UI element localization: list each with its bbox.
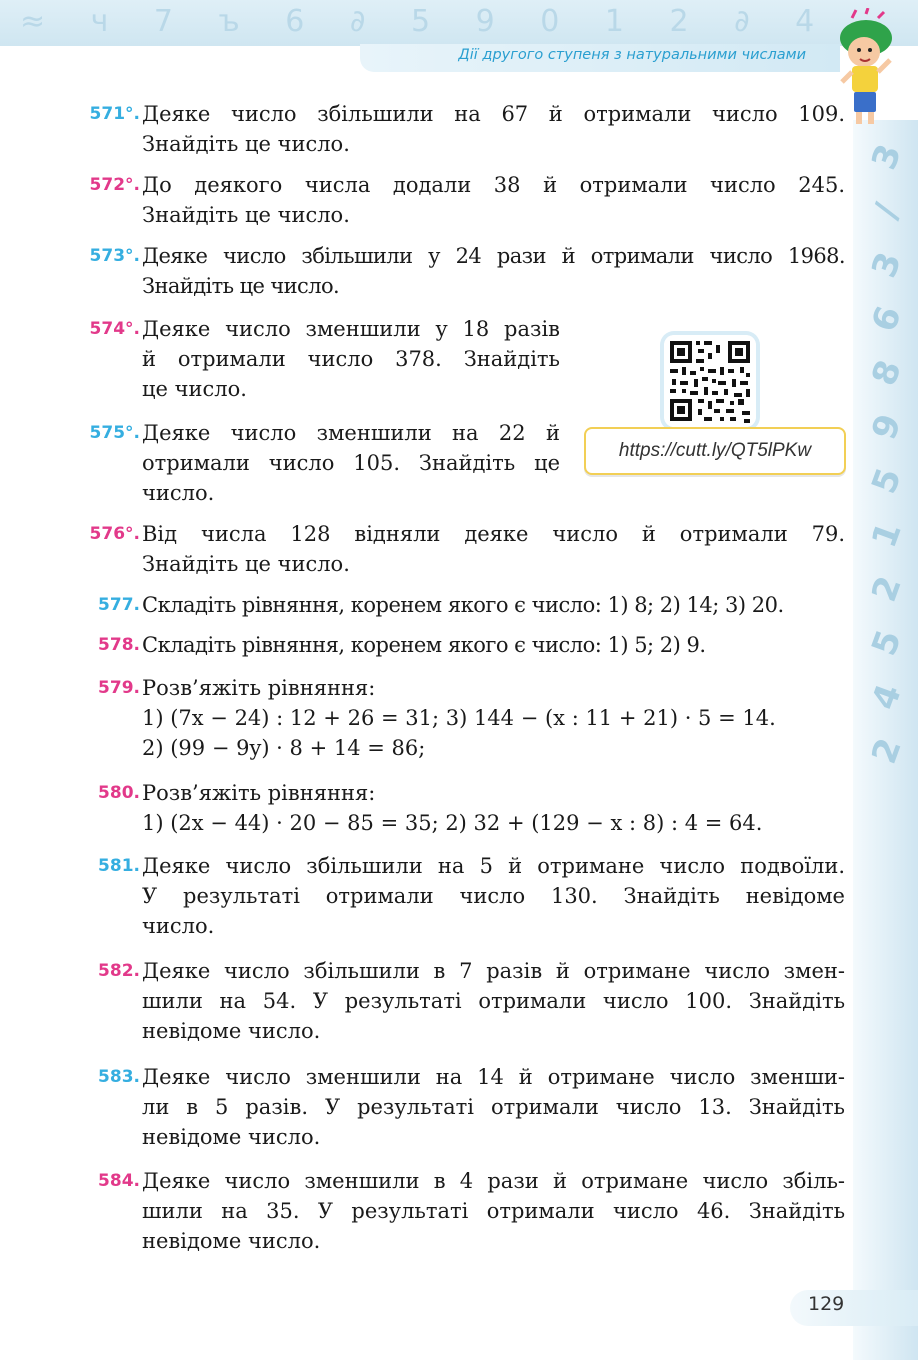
exercise-text-line: Розв’яжіть рівняння: — [142, 781, 376, 805]
exercise-text-line: невідоме число. — [142, 1229, 321, 1253]
exercise-number: 577. — [98, 595, 140, 615]
equation-line: 1) (2x − 44) · 20 − 85 = 35; 2) 32 + (129 − x : 8) : 4 = 64. — [142, 811, 763, 835]
exercise-text-line: Деяке число зменшили у 18 разів — [142, 317, 560, 341]
side-decoration-glyphs — [862, 130, 912, 778]
exercise-text-line: невідоме число. — [142, 1019, 321, 1043]
exercise-text-line: Деяке число зменшили на 14 й отримане число зменши- — [142, 1065, 845, 1089]
qr-link-url[interactable]: https://cutt.ly/QT5lPKw — [618, 440, 812, 461]
exercise-text-line: Деяке число збільшили в 7 разів й отримане число змен- — [142, 959, 845, 983]
exercise-text-line: У результаті отримали число 130. Знайдіть невідоме — [142, 884, 845, 908]
exercise-text-line: До деякого числа додали 38 й отримали число 245. — [142, 173, 845, 197]
exercise-number: 582. — [98, 961, 140, 981]
side-glyph: 8 — [864, 355, 910, 391]
exercise-number: 579. — [98, 678, 140, 698]
qr-code-icon — [664, 335, 756, 427]
exercise-number: 574°. — [89, 319, 140, 339]
exercise-number: 576°. — [89, 524, 140, 544]
exercise-number: 580. — [98, 783, 140, 803]
exercise-text-line: це число. — [142, 377, 247, 401]
exercise-text-line: Деяке число збільшили у 24 рази й отримали число 1968. — [142, 244, 845, 268]
side-glyph: 6 — [864, 301, 910, 337]
header-decoration: ≈ ч 7 ъ 6 ∂ 5 9 0 1 2 ∂ 4 — [20, 4, 833, 39]
exercise-number: 575°. — [89, 423, 140, 443]
side-glyph: 5 — [864, 463, 910, 499]
exercise-number: 572°. — [89, 175, 140, 195]
exercise-text-line: отримали число 105. Знайдіть це — [142, 451, 560, 475]
exercise-text-line: й отримали число 378. Знайдіть — [142, 347, 560, 371]
exercise-text-line: Деяке число зменшили в 4 рази й отримане число збіль- — [142, 1169, 845, 1193]
side-glyph: 4 — [864, 679, 910, 715]
exercise-text-line: Знайдіть це число. — [142, 203, 350, 227]
exercise-number: 584. — [98, 1171, 140, 1191]
exercise-text-line: Складіть рівняння, коренем якого є число: 1) 8; 2) 14; 3) 20. — [142, 593, 784, 617]
side-glyph: 9 — [864, 409, 910, 445]
exercise-text-line: ли в 5 разів. У результаті отримали число 13. Знайдіть — [142, 1095, 845, 1119]
exercise-text-line: невідоме число. — [142, 1125, 321, 1149]
exercise-text-line: шили на 35. У результаті отримали число 46. Знайдіть — [142, 1199, 845, 1223]
header-band — [0, 0, 918, 46]
equation-line: 2) (99 − 9y) · 8 + 14 = 86; — [142, 736, 426, 760]
side-glyph: 3 — [864, 247, 910, 283]
side-glyph: 3 — [864, 139, 910, 175]
exercise-text-line: Складіть рівняння, коренем якого є число: 1) 5; 2) 9. — [142, 633, 706, 657]
side-glyph: 5 — [864, 625, 910, 661]
exercise-text-line: Від числа 128 відняли деяке число й отримали 79. — [142, 522, 845, 546]
exercise-number: 578. — [98, 635, 140, 655]
exercise-text-line: Знайдіть це число. — [142, 552, 350, 576]
exercise-number: 581. — [98, 856, 140, 876]
exercise-text-line: Знайдіть це число. — [142, 132, 350, 156]
exercise-text-line: число. — [142, 914, 215, 938]
exercise-text-line: Деяке число збільшили на 5 й отримане число подвоїли. — [142, 854, 845, 878]
exercise-text-line: Деяке число збільшили на 67 й отримали число 109. — [142, 102, 845, 126]
side-glyph: 1 — [864, 517, 910, 553]
page-number: 129 — [808, 1293, 845, 1315]
exercise-text-line: число. — [142, 481, 215, 505]
exercise-text-line: Деяке число зменшили на 22 й — [142, 421, 560, 445]
side-glyph: 2 — [864, 571, 910, 607]
exercise-text-line: шили на 54. У результаті отримали число 100. Знайдіть — [142, 989, 845, 1013]
exercise-number: 571°. — [89, 104, 140, 124]
exercise-text-line: Розв’яжіть рівняння: — [142, 676, 376, 700]
qr-link-box[interactable] — [584, 427, 846, 475]
side-glyph: 2 — [864, 733, 910, 769]
exercise-text-line: Знайдіть це число. — [142, 274, 340, 298]
side-glyph: / — [866, 198, 908, 224]
exercise-number: 573°. — [89, 246, 140, 266]
exercise-number: 583. — [98, 1067, 140, 1087]
equation-line: 1) (7x − 24) : 12 + 26 = 31; 3) 144 − (x : 11 + 21) · 5 = 14. — [142, 706, 776, 730]
section-title: Дії другого ступеня з натуральними числами — [458, 47, 806, 63]
